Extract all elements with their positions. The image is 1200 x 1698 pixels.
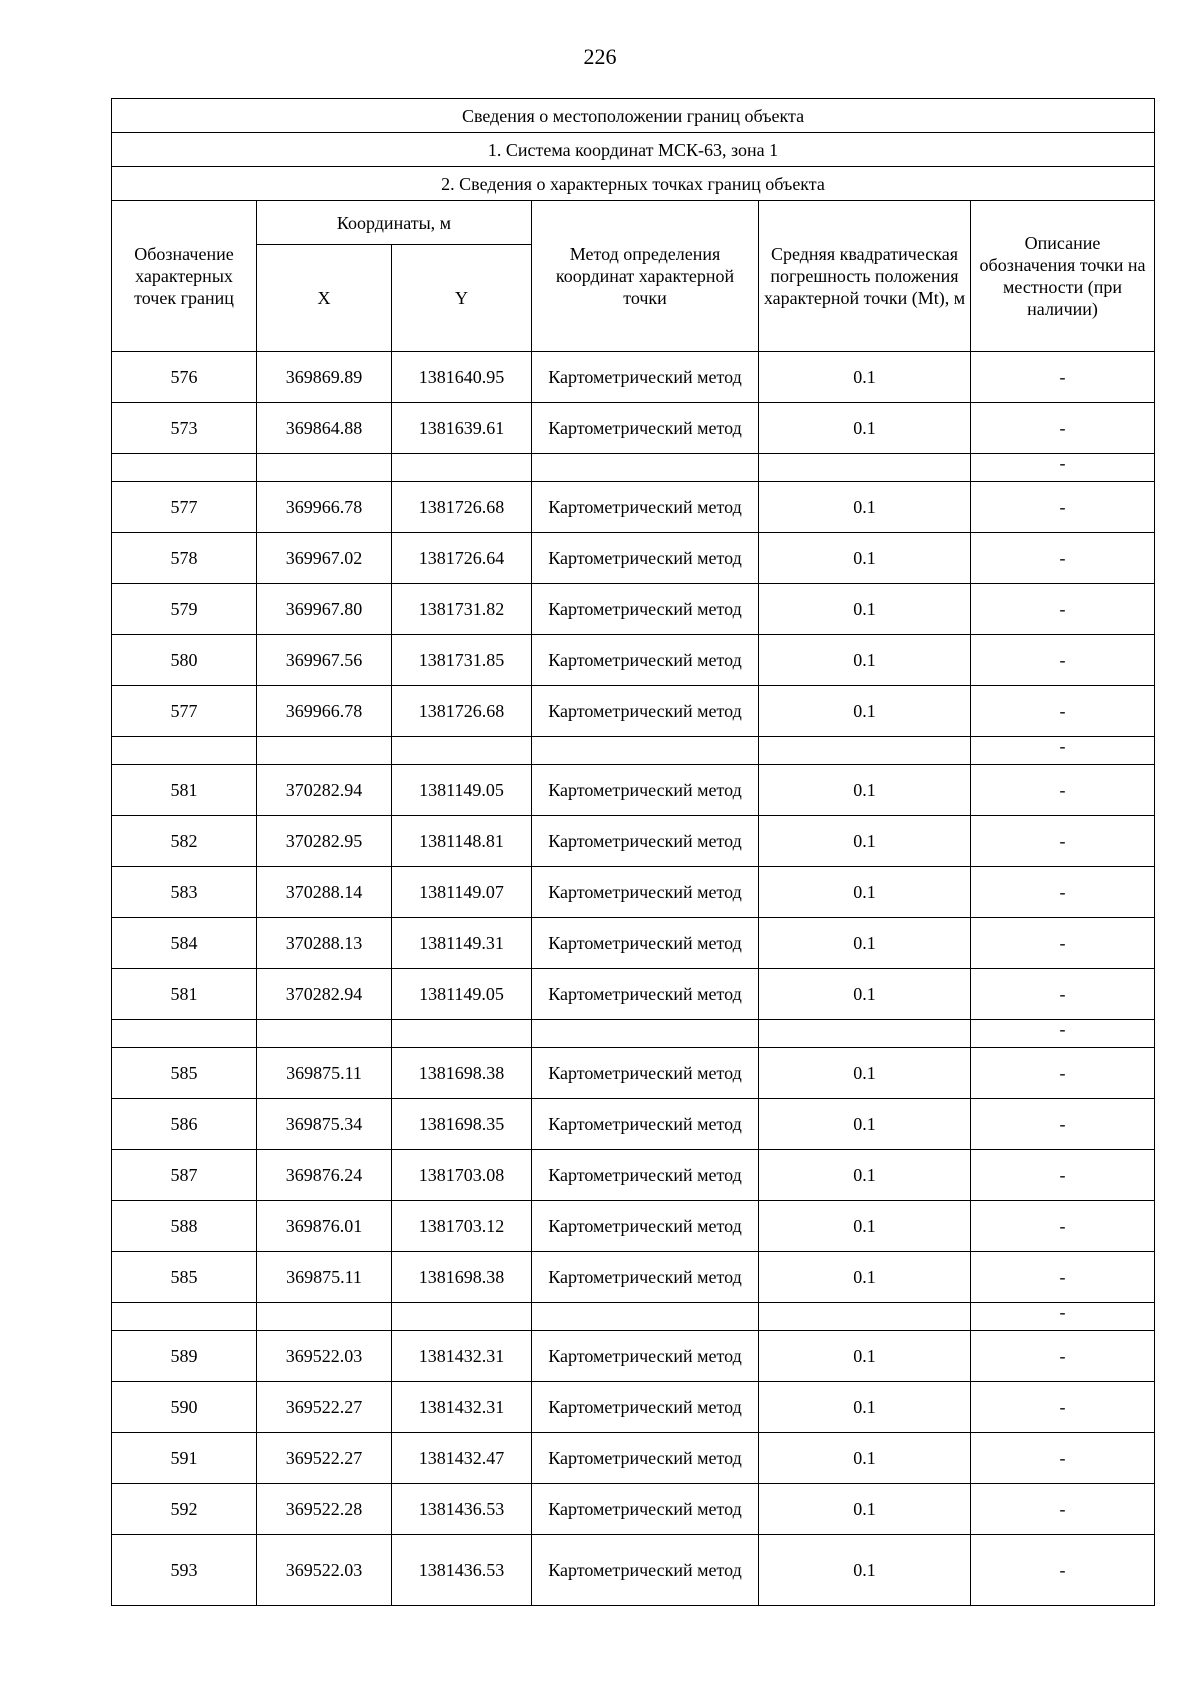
coordinate-system-title: 1. Система координат МСК-63, зона 1 — [112, 133, 1155, 167]
cell-method: Картометрический метод — [532, 1484, 759, 1535]
table-row — [112, 1048, 1155, 1099]
cell-desc: - — [971, 1020, 1155, 1048]
header-point: Обозначение характерных точек границ — [112, 201, 257, 352]
cell-x: 369966.78 — [257, 482, 392, 533]
cell-point: 576 — [112, 352, 257, 403]
cell-desc: - — [971, 584, 1155, 635]
cell-x — [257, 737, 392, 765]
points-section-row — [112, 167, 1155, 201]
cell-point: 591 — [112, 1433, 257, 1484]
cell-desc: - — [971, 1048, 1155, 1099]
cell-x: 370282.94 — [257, 765, 392, 816]
cell-point — [112, 737, 257, 765]
cell-x: 369967.80 — [257, 584, 392, 635]
cell-x: 370282.94 — [257, 969, 392, 1020]
table-row — [112, 918, 1155, 969]
cell-x: 369522.03 — [257, 1331, 392, 1382]
cell-y: 1381436.53 — [392, 1484, 532, 1535]
header-y: Y — [392, 245, 532, 352]
cell-point: 585 — [112, 1048, 257, 1099]
cell-desc: - — [971, 737, 1155, 765]
cell-y: 1381698.38 — [392, 1048, 532, 1099]
table-row — [112, 635, 1155, 686]
header-error: Средняя квадратическая погрешность положения характерной точки (Mt), м — [759, 201, 971, 352]
cell-desc: - — [971, 867, 1155, 918]
cell-x — [257, 1303, 392, 1331]
cell-point: 581 — [112, 969, 257, 1020]
cell-error: 0.1 — [759, 635, 971, 686]
cell-desc: - — [971, 352, 1155, 403]
table-row — [112, 1252, 1155, 1303]
cell-y: 1381148.81 — [392, 816, 532, 867]
cell-point — [112, 1020, 257, 1048]
cell-method: Картометрический метод — [532, 1150, 759, 1201]
cell-error: 0.1 — [759, 352, 971, 403]
cell-y: 1381726.64 — [392, 533, 532, 584]
cell-x: 370282.95 — [257, 816, 392, 867]
cell-desc: - — [971, 816, 1155, 867]
cell-error: 0.1 — [759, 765, 971, 816]
table-row — [112, 482, 1155, 533]
header-desc: Описание обозначения точки на местности (при наличии) — [971, 201, 1155, 352]
table-row — [112, 1201, 1155, 1252]
cell-error: 0.1 — [759, 1048, 971, 1099]
cell-method: Картометрический метод — [532, 765, 759, 816]
cell-y: 1381149.05 — [392, 765, 532, 816]
cell-point: 580 — [112, 635, 257, 686]
table-row — [112, 969, 1155, 1020]
cell-y: 1381698.38 — [392, 1252, 532, 1303]
cell-point: 581 — [112, 765, 257, 816]
cell-desc: - — [971, 635, 1155, 686]
coordinate-system-row — [112, 133, 1155, 167]
cell-x — [257, 454, 392, 482]
cell-x: 369875.34 — [257, 1099, 392, 1150]
cell-desc: - — [971, 482, 1155, 533]
separator-row — [112, 1020, 1155, 1048]
cell-desc: - — [971, 1433, 1155, 1484]
cell-y: 1381726.68 — [392, 482, 532, 533]
cell-x: 369522.03 — [257, 1535, 392, 1606]
cell-method: Картометрический метод — [532, 1099, 759, 1150]
points-section-title: 2. Сведения о характерных точках границ объекта — [112, 167, 1155, 201]
cell-point: 592 — [112, 1484, 257, 1535]
cell-error — [759, 454, 971, 482]
table-title-row — [112, 99, 1155, 133]
table-row — [112, 765, 1155, 816]
cell-error: 0.1 — [759, 1201, 971, 1252]
cell-method: Картометрический метод — [532, 1201, 759, 1252]
cell-y: 1381432.31 — [392, 1382, 532, 1433]
table-row — [112, 1150, 1155, 1201]
cell-y: 1381640.95 — [392, 352, 532, 403]
cell-point: 590 — [112, 1382, 257, 1433]
cell-x: 370288.14 — [257, 867, 392, 918]
table-row — [112, 1331, 1155, 1382]
cell-error: 0.1 — [759, 403, 971, 454]
cell-error: 0.1 — [759, 1150, 971, 1201]
cell-x: 369522.28 — [257, 1484, 392, 1535]
table-row — [112, 533, 1155, 584]
cell-y: 1381731.82 — [392, 584, 532, 635]
cell-desc: - — [971, 1201, 1155, 1252]
cell-desc: - — [971, 1535, 1155, 1606]
cell-x: 370288.13 — [257, 918, 392, 969]
cell-method: Картометрический метод — [532, 352, 759, 403]
cell-error: 0.1 — [759, 1382, 971, 1433]
cell-method: Картометрический метод — [532, 1382, 759, 1433]
cell-point: 587 — [112, 1150, 257, 1201]
cell-y: 1381149.05 — [392, 969, 532, 1020]
cell-point: 577 — [112, 482, 257, 533]
cell-error: 0.1 — [759, 1535, 971, 1606]
separator-row — [112, 454, 1155, 482]
cell-method — [532, 1303, 759, 1331]
cell-y: 1381639.61 — [392, 403, 532, 454]
cell-error: 0.1 — [759, 867, 971, 918]
table-row — [112, 1484, 1155, 1535]
cell-error: 0.1 — [759, 969, 971, 1020]
table-row — [112, 686, 1155, 737]
cell-error: 0.1 — [759, 816, 971, 867]
cell-x: 369967.02 — [257, 533, 392, 584]
table-row — [112, 1382, 1155, 1433]
cell-desc: - — [971, 765, 1155, 816]
header-coords: Координаты, м — [257, 201, 532, 245]
header-method: Метод определения координат характерной точки — [532, 201, 759, 352]
cell-error: 0.1 — [759, 1484, 971, 1535]
cell-x: 369875.11 — [257, 1048, 392, 1099]
cell-desc: - — [971, 1331, 1155, 1382]
cell-error: 0.1 — [759, 1433, 971, 1484]
cell-y: 1381698.35 — [392, 1099, 532, 1150]
table-row — [112, 1535, 1155, 1606]
cell-method: Картометрический метод — [532, 1048, 759, 1099]
cell-error: 0.1 — [759, 482, 971, 533]
cell-point: 579 — [112, 584, 257, 635]
cell-desc: - — [971, 1252, 1155, 1303]
cell-desc: - — [971, 686, 1155, 737]
cell-desc: - — [971, 454, 1155, 482]
cell-method: Картометрический метод — [532, 918, 759, 969]
table-row — [112, 867, 1155, 918]
cell-method: Картометрический метод — [532, 686, 759, 737]
cell-y: 1381432.31 — [392, 1331, 532, 1382]
cell-error: 0.1 — [759, 686, 971, 737]
cell-method: Картометрический метод — [532, 533, 759, 584]
table-row — [112, 816, 1155, 867]
cell-error — [759, 1303, 971, 1331]
cell-x: 369876.01 — [257, 1201, 392, 1252]
cell-y — [392, 1020, 532, 1048]
cell-method: Картометрический метод — [532, 1331, 759, 1382]
cell-point: 586 — [112, 1099, 257, 1150]
cell-error: 0.1 — [759, 533, 971, 584]
cell-point: 578 — [112, 533, 257, 584]
cell-point — [112, 1303, 257, 1331]
cell-point — [112, 454, 257, 482]
cell-method — [532, 737, 759, 765]
cell-y: 1381726.68 — [392, 686, 532, 737]
cell-desc: - — [971, 1099, 1155, 1150]
cell-desc: - — [971, 403, 1155, 454]
cell-point: 577 — [112, 686, 257, 737]
cell-x: 369522.27 — [257, 1433, 392, 1484]
cell-desc: - — [971, 1150, 1155, 1201]
cell-y: 1381703.08 — [392, 1150, 532, 1201]
cell-y: 1381731.85 — [392, 635, 532, 686]
cell-y: 1381432.47 — [392, 1433, 532, 1484]
cell-x: 369966.78 — [257, 686, 392, 737]
cell-desc: - — [971, 918, 1155, 969]
cell-y: 1381149.07 — [392, 867, 532, 918]
cell-y: 1381703.12 — [392, 1201, 532, 1252]
cell-y: 1381149.31 — [392, 918, 532, 969]
cell-y — [392, 1303, 532, 1331]
cell-error: 0.1 — [759, 1331, 971, 1382]
cell-point: 583 — [112, 867, 257, 918]
cell-desc: - — [971, 533, 1155, 584]
cell-point: 593 — [112, 1535, 257, 1606]
cell-method: Картометрический метод — [532, 403, 759, 454]
table-row — [112, 352, 1155, 403]
table-row — [112, 1433, 1155, 1484]
cell-point: 573 — [112, 403, 257, 454]
cell-error: 0.1 — [759, 1252, 971, 1303]
cell-x: 369876.24 — [257, 1150, 392, 1201]
table-title: Сведения о местоположении границ объекта — [112, 99, 1155, 133]
page-number: 226 — [583, 44, 617, 69]
cell-x: 369875.11 — [257, 1252, 392, 1303]
cell-x: 369864.88 — [257, 403, 392, 454]
cell-method: Картометрический метод — [532, 1535, 759, 1606]
boundary-points-table — [111, 98, 1155, 1606]
cell-method: Картометрический метод — [532, 1252, 759, 1303]
cell-method: Картометрический метод — [532, 482, 759, 533]
cell-point: 585 — [112, 1252, 257, 1303]
cell-method — [532, 454, 759, 482]
cell-point: 589 — [112, 1331, 257, 1382]
cell-method — [532, 1020, 759, 1048]
table-body — [112, 99, 1155, 1606]
cell-x: 369869.89 — [257, 352, 392, 403]
separator-row — [112, 1303, 1155, 1331]
cell-y: 1381436.53 — [392, 1535, 532, 1606]
cell-method: Картометрический метод — [532, 816, 759, 867]
cell-point: 584 — [112, 918, 257, 969]
cell-desc: - — [971, 1303, 1155, 1331]
header-row-top — [112, 201, 1155, 245]
cell-point: 582 — [112, 816, 257, 867]
cell-desc: - — [971, 969, 1155, 1020]
cell-desc: - — [971, 1484, 1155, 1535]
cell-method: Картометрический метод — [532, 1433, 759, 1484]
table-row — [112, 403, 1155, 454]
cell-point: 588 — [112, 1201, 257, 1252]
cell-method: Картометрический метод — [532, 969, 759, 1020]
table-row — [112, 1099, 1155, 1150]
cell-x: 369967.56 — [257, 635, 392, 686]
cell-desc: - — [971, 1382, 1155, 1433]
cell-error: 0.1 — [759, 918, 971, 969]
cell-x: 369522.27 — [257, 1382, 392, 1433]
separator-row — [112, 737, 1155, 765]
cell-x — [257, 1020, 392, 1048]
cell-y — [392, 737, 532, 765]
cell-error: 0.1 — [759, 584, 971, 635]
cell-error — [759, 737, 971, 765]
cell-error: 0.1 — [759, 1099, 971, 1150]
cell-method: Картометрический метод — [532, 867, 759, 918]
table-row — [112, 584, 1155, 635]
cell-method: Картометрический метод — [532, 584, 759, 635]
cell-y — [392, 454, 532, 482]
header-x: X — [257, 245, 392, 352]
cell-method: Картометрический метод — [532, 635, 759, 686]
cell-error — [759, 1020, 971, 1048]
